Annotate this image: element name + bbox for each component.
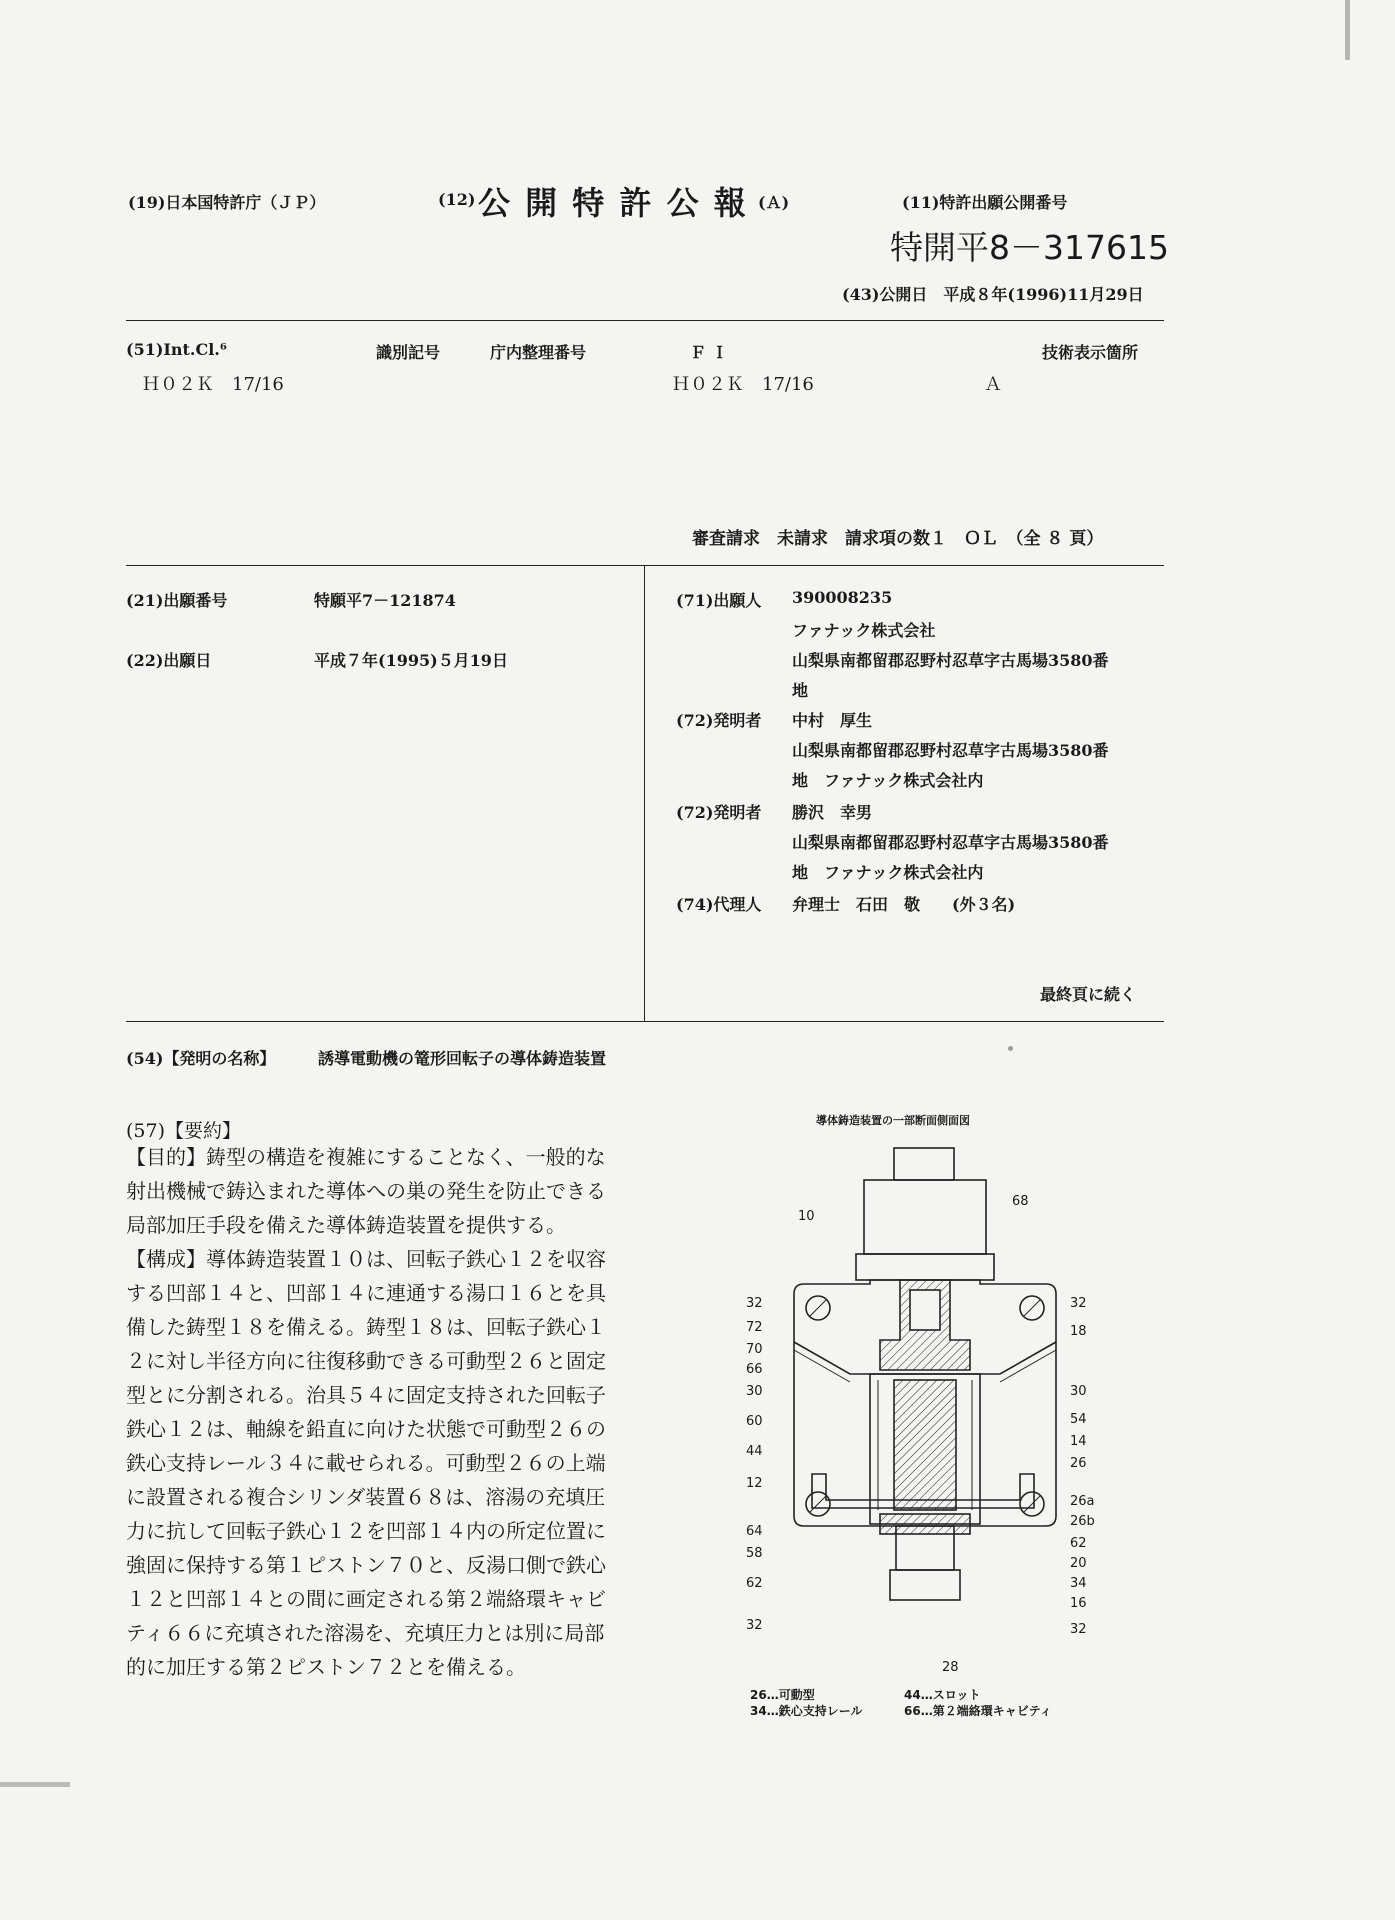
app-date-label: (22)出願日 (126, 651, 212, 670)
ref-32: 32 (746, 1296, 763, 1311)
ref-58: 58 (746, 1546, 763, 1561)
ref-32: 32 (1070, 1622, 1087, 1637)
ref-72: 72 (746, 1320, 763, 1335)
pub-kind-code: (12) (438, 190, 476, 209)
exam-status: 審査請求 未請求 請求項の数１ ＯＬ （全 ８ 頁） (692, 529, 1104, 549)
applicant-address-cont: 地 (792, 681, 809, 700)
tech-label: 技術表示箇所 (1042, 343, 1139, 362)
publication-title: 公 開 特 許 公 報 (478, 184, 748, 222)
pub-kind: (Ａ) (758, 193, 790, 212)
ref-66: 66 (746, 1362, 763, 1377)
ref-70: 70 (746, 1342, 763, 1357)
ref-68: 68 (1012, 1194, 1029, 1209)
divider (126, 1021, 1164, 1022)
ref-26b: 26b (1070, 1514, 1095, 1529)
app-number: 特願平7－121874 (314, 591, 456, 610)
inventor1-name: 中村 厚生 (792, 711, 873, 730)
ref-30: 30 (1070, 1384, 1087, 1399)
intcl-label: (51)Int.Cl.⁶ (126, 340, 227, 359)
column-divider (644, 565, 645, 1021)
id-code-label: 識別記号 (376, 343, 441, 362)
figure-title: 導体鋳造装置の一部断面側面図 (816, 1114, 970, 1127)
core-support-rail (880, 1514, 970, 1534)
intcl-value: Ｈ０２Ｋ 17/16 (142, 374, 284, 395)
purpose-text: 鋳型の構造を複雑にすることなく、一般的な射出機械で鋳込まれた導体への巣の発生を防止できる局部加圧手段を備えた導体鋳造装置を提供する。 (126, 1145, 606, 1237)
pub-number-label: (11)特許出願公開番号 (902, 193, 1068, 212)
ref-32: 32 (746, 1618, 763, 1633)
ref-62: 62 (746, 1576, 763, 1591)
ref-54: 54 (1070, 1412, 1087, 1427)
figure-drawing (720, 1130, 1120, 1690)
ref-62: 62 (1070, 1536, 1087, 1551)
divider (126, 320, 1164, 321)
ref-16: 16 (1070, 1596, 1087, 1611)
figure-legend-item: 34…鉄心支持レール (750, 1704, 863, 1718)
ref-12: 12 (746, 1476, 763, 1491)
inventor1-address-cont: 地 ファナック株式会社内 (792, 771, 984, 790)
cylinder-flange (856, 1254, 994, 1280)
abstract-label: (57)【要約】 (126, 1120, 242, 1142)
ref-20: 20 (1070, 1556, 1087, 1571)
ref-26: 26 (1070, 1456, 1087, 1471)
abstract-configuration (126, 1242, 624, 1684)
abstract-purpose (126, 1140, 624, 1242)
scan-edge-mark (0, 1782, 70, 1787)
app-date: 平成７年(1995)５月19日 (314, 651, 508, 670)
ref-18: 18 (1070, 1324, 1087, 1339)
figure-legend-item: 44…スロット (904, 1688, 981, 1702)
pub-date: (43)公開日 平成８年(1996)11月29日 (842, 285, 1144, 304)
invention-title: 誘導電動機の篭形回転子の導体鋳造装置 (318, 1049, 607, 1068)
purpose-label: 【目的】 (126, 1145, 206, 1169)
app-number-label: (21)出願番号 (126, 591, 228, 610)
ref-14: 14 (1070, 1434, 1087, 1449)
agent-name: 弁理士 石田 敬 (外３名) (792, 895, 1016, 914)
inventor1-address: 山梨県南都留郡忍野村忍草字古馬場3580番 (792, 741, 1109, 760)
applicant-name: ファナック株式会社 (792, 621, 936, 640)
inventor1-label: (72)発明者 (676, 711, 762, 730)
mold-base (890, 1570, 960, 1600)
ref-60: 60 (746, 1414, 763, 1429)
figure-legend-item: 66…第２端絡環キャビティ (904, 1704, 1052, 1718)
scan-dot (1008, 1046, 1013, 1051)
config-text: 導体鋳造装置１０は、回転子鉄心１２を収容する凹部１４と、凹部１４に連通する湯口１６とを具備した鋳型１８を備える。鋳型１８は、回転子鉄心１２に対し半径方向に往復移動できる可動型２６と固定型とに分割される。治具５４に固定支持された回転子鉄心１２は、軸線を鉛直に向けた状態で可動型２６の鉄心支持レール３４に載せられる。可動型２６の上端に設置される複合シリンダ装置６８は、溶湯の充填圧力に抗して回転子鉄心１２を凹部１４内の所定位置に強固に保持する第１ピストン７０と、反湯口側で鉄心１２と凹部１４との間に画定される第２端絡環キャビティ６６に充填された溶湯を、充填圧力とは別に局部的に加圧する第２ピストン７２とを備える。 (126, 1247, 606, 1679)
fi-label: Ｆ Ｉ (690, 343, 728, 362)
ref-28: 28 (942, 1660, 959, 1675)
inventor2-address: 山梨県南都留郡忍野村忍草字古馬場3580番 (792, 833, 1109, 852)
scan-edge-mark (1345, 0, 1350, 60)
ref-64: 64 (746, 1524, 763, 1539)
office-label: (19)日本国特許庁（ＪＰ） (128, 193, 326, 212)
second-piston (910, 1290, 940, 1330)
pub-number: 特開平8－317615 (890, 228, 1169, 267)
applicant-id: 390008235 (792, 588, 893, 607)
config-label: 【構成】 (126, 1247, 206, 1271)
ref-10: 10 (798, 1209, 815, 1224)
office-ref-label: 庁内整理番号 (490, 343, 587, 362)
agent-label: (74)代理人 (676, 895, 762, 914)
continued-note: 最終頁に続く (1040, 985, 1137, 1004)
ref-26a: 26a (1070, 1494, 1095, 1509)
divider (126, 565, 1164, 566)
invention-title-label: (54)【発明の名称】 (126, 1049, 276, 1068)
ref-34: 34 (1070, 1576, 1087, 1591)
ref-32: 32 (1070, 1296, 1087, 1311)
abstract-body (126, 1140, 624, 1684)
applicant-address: 山梨県南都留郡忍野村忍草字古馬場3580番 (792, 651, 1109, 670)
figure-legend-item: 26…可動型 (750, 1688, 815, 1702)
rotor-core (894, 1380, 956, 1510)
inventor2-name: 勝沢 幸男 (792, 803, 873, 822)
applicant-label: (71)出願人 (676, 591, 762, 610)
fi-value: Ｈ０２Ｋ 17/16 (672, 374, 814, 395)
ref-44: 44 (746, 1444, 763, 1459)
tech-value: Ａ (984, 374, 1002, 395)
ref-30: 30 (746, 1384, 763, 1399)
inventor2-address-cont: 地 ファナック株式会社内 (792, 863, 984, 882)
cylinder-device (864, 1180, 986, 1254)
inventor2-label: (72)発明者 (676, 803, 762, 822)
cylinder-cap (894, 1148, 954, 1180)
